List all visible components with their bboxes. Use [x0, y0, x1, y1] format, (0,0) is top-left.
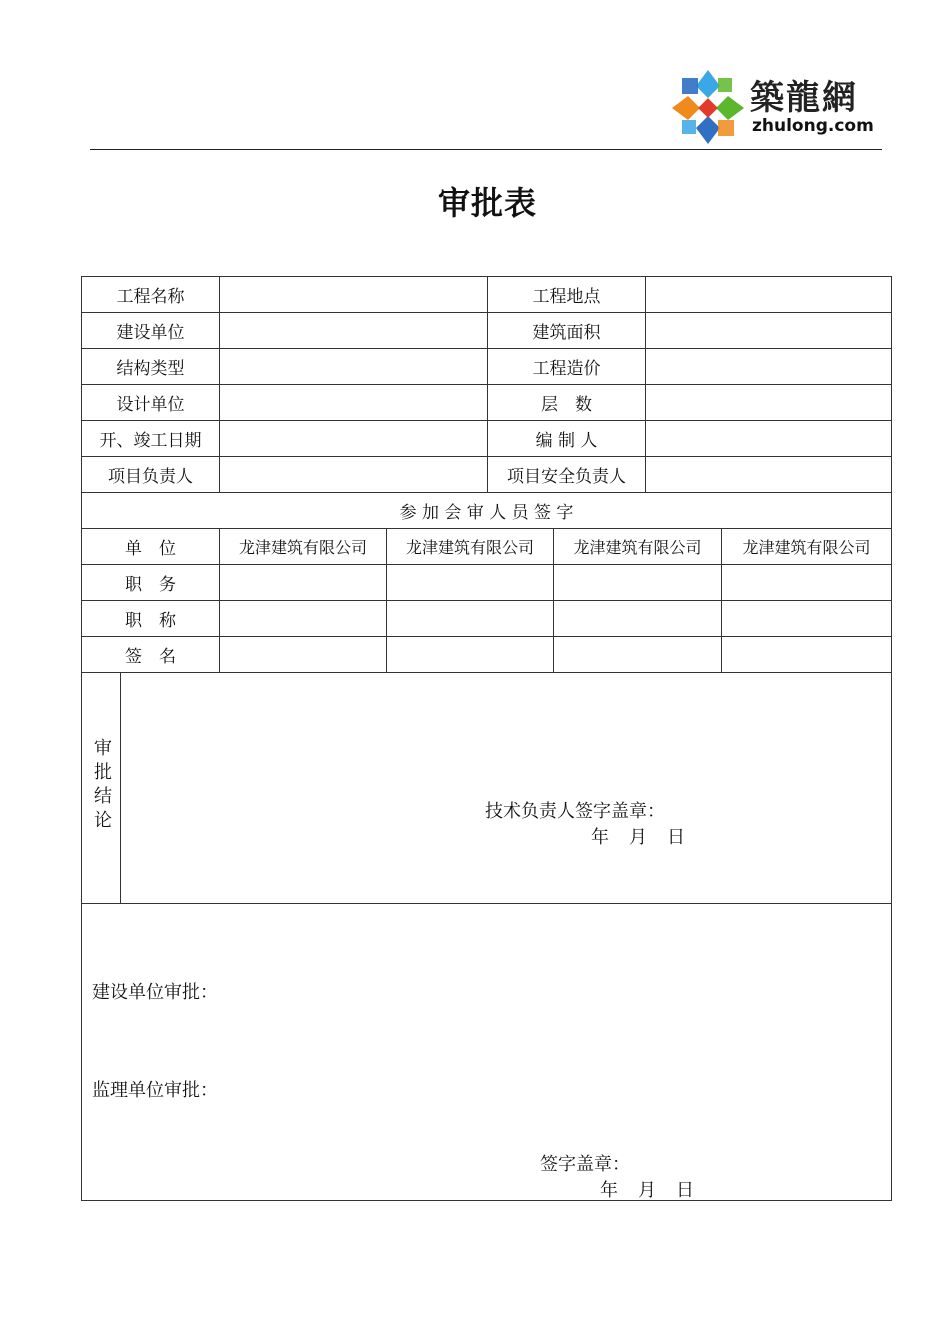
- design-unit-value[interactable]: [220, 385, 488, 421]
- building-area-value[interactable]: [646, 313, 892, 349]
- safety-manager-label: 项目安全负责人: [488, 457, 646, 493]
- company-name-2: 龙津建筑有限公司: [387, 529, 554, 565]
- signature-cell-4[interactable]: [722, 637, 892, 673]
- page-title: 审批表: [437, 184, 537, 222]
- start-end-date-label: 开、竣工日期: [82, 421, 220, 457]
- signature-label: 签 名: [82, 637, 220, 673]
- table-row: [82, 529, 892, 565]
- title-cell-1[interactable]: [220, 601, 387, 637]
- supervision-unit-approval: 监理单位审批：: [92, 1080, 218, 1101]
- professional-title-label: 职 称: [82, 601, 220, 637]
- project-cost-value[interactable]: [646, 349, 892, 385]
- table-row: [82, 277, 892, 313]
- table-row: [82, 457, 892, 493]
- title-cell-3[interactable]: [554, 601, 722, 637]
- table-row: [82, 349, 892, 385]
- structure-type-label: 结构类型: [82, 349, 220, 385]
- project-cost-label: 工程造价: [488, 349, 646, 385]
- structure-type-value[interactable]: [220, 349, 488, 385]
- unit-label: 单 位: [82, 529, 220, 565]
- title-cell-2[interactable]: [387, 601, 554, 637]
- conclusion-content[interactable]: [121, 673, 892, 904]
- review-section-title: 参 加 会 审 人 员 签 字: [82, 493, 892, 529]
- zhulong-logo-mark-icon: [668, 68, 748, 146]
- table-row: [82, 601, 892, 637]
- tech-lead-signature-text: 技术负责人签字盖章：: [485, 801, 665, 822]
- floors-value[interactable]: [646, 385, 892, 421]
- table-row: [82, 421, 892, 457]
- company-name-4: 龙津建筑有限公司: [722, 529, 892, 565]
- logo-square-bl: [682, 120, 696, 134]
- logo-center-red: [698, 98, 718, 118]
- zhulong-logo: [668, 66, 882, 146]
- project-name-label: 工程名称: [82, 277, 220, 313]
- table-row: [82, 637, 892, 673]
- logo-chinese-text: 築龍網: [750, 78, 858, 118]
- position-cell-2[interactable]: [387, 565, 554, 601]
- project-name-value[interactable]: [220, 277, 488, 313]
- title-cell-4[interactable]: [722, 601, 892, 637]
- logo-diamond-bottom: [696, 116, 720, 144]
- approval-date-text: 年 月 日: [600, 1180, 695, 1201]
- construction-unit-value[interactable]: [220, 313, 488, 349]
- safety-manager-value[interactable]: [646, 457, 892, 493]
- project-location-label: 工程地点: [488, 277, 646, 313]
- compiler-value[interactable]: [646, 421, 892, 457]
- conclusion-label: 审批结论: [91, 737, 112, 834]
- conclusion-date-text: 年 月 日: [591, 827, 686, 848]
- compiler-label: 编 制 人: [488, 421, 646, 457]
- construction-unit-approval: 建设单位审批：: [92, 982, 218, 1003]
- conclusion-label-cell: [82, 673, 121, 904]
- project-location-value[interactable]: [646, 277, 892, 313]
- approval-content[interactable]: [82, 904, 892, 1201]
- position-cell-4[interactable]: [722, 565, 892, 601]
- approval-signature-text: 签字盖章：: [540, 1154, 630, 1175]
- table-row: [82, 565, 892, 601]
- position-cell-3[interactable]: [554, 565, 722, 601]
- construction-unit-label: 建设单位: [82, 313, 220, 349]
- project-manager-value[interactable]: [220, 457, 488, 493]
- signature-cell-1[interactable]: [220, 637, 387, 673]
- table-row: [82, 904, 892, 1201]
- signature-cell-2[interactable]: [387, 637, 554, 673]
- header-divider: [90, 149, 882, 150]
- table-row: [82, 313, 892, 349]
- logo-domain-text: zhulong.com: [752, 116, 874, 136]
- approval-form-table: [81, 276, 892, 1201]
- logo-diamond-left: [672, 96, 700, 120]
- design-unit-label: 设计单位: [82, 385, 220, 421]
- position-label: 职 务: [82, 565, 220, 601]
- company-name-1: 龙津建筑有限公司: [220, 529, 387, 565]
- project-manager-label: 项目负责人: [82, 457, 220, 493]
- table-row: [82, 385, 892, 421]
- company-name-3: 龙津建筑有限公司: [554, 529, 722, 565]
- start-end-date-value[interactable]: [220, 421, 488, 457]
- table-row: [82, 493, 892, 529]
- position-cell-1[interactable]: [220, 565, 387, 601]
- logo-diamond-right: [716, 96, 744, 120]
- logo-diamond-top: [696, 70, 720, 98]
- logo-square-br: [718, 120, 734, 136]
- signature-cell-3[interactable]: [554, 637, 722, 673]
- building-area-label: 建筑面积: [488, 313, 646, 349]
- logo-square-tl: [682, 78, 698, 94]
- logo-square-tr: [718, 78, 732, 92]
- table-row: [82, 673, 892, 904]
- floors-label: 层 数: [488, 385, 646, 421]
